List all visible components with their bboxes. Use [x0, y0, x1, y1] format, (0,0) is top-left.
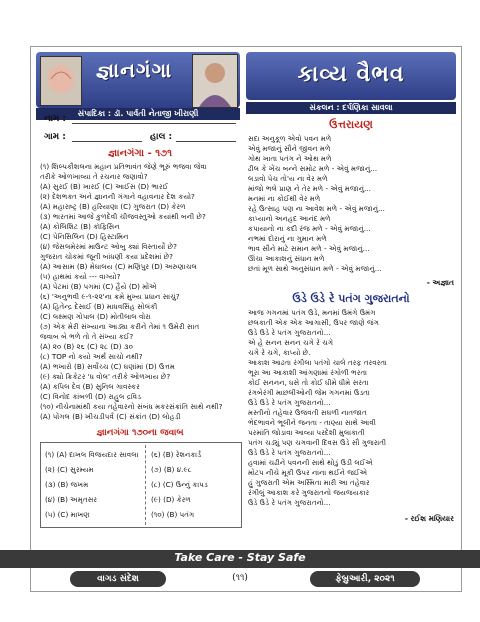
quiz-line: (૩) ભારતમાં આજે કુળદેવી ચીજવસ્તુઓ કયાંથી બની છે?	[40, 212, 206, 221]
poem-line: કોઈ સનનન, ધસે તો કોઈ ધીમે ધીમે સરતા	[248, 378, 369, 387]
poem-line: આજ ગગનમાં પતંગ ઉડે, મનમાં ઉમંગે ઉમંગ	[248, 308, 376, 317]
quiz-line: (૯) ક્યો ક્રિકેટર 'ધ વોલ' તરીકે ઓળખાય છે?	[40, 372, 171, 381]
answers-heading: જ્ઞાનગંગા ૧૭૦ના જવાબ	[96, 428, 184, 438]
poem-line: મસ્તીનો તહેવાર ઉજવતી સઘળી નાતજાત	[248, 408, 367, 417]
poem-line: મનમાં ના કોઈથી વેર મળે	[248, 194, 321, 203]
answer-item: (૨) (C) સુરમ્યમ	[45, 465, 94, 474]
kavya-vaibhav-banner	[246, 52, 456, 100]
poem-line: કપાયાનો ના કદી રંજ મળે - એવું મજાનું...	[248, 224, 371, 233]
poem1-body	[248, 134, 454, 274]
poem-line: એવું મજાનું સૌને જીવન મળે	[248, 144, 331, 153]
footer-tagline: Take Care - Stay Safe	[174, 551, 306, 564]
answers-divider	[145, 445, 146, 525]
quiz-line: (૭) એક મેરી સંખ્યાના આડ્યા કરીને તેમાં ૧ ઉમેરી સાત	[40, 322, 200, 331]
banner-subtitle: સંકલન : દર્પણિકા સાવલા	[246, 102, 456, 114]
answer-item: (૧) (A) દાખલ વિજયદાર સાવલા	[45, 450, 139, 459]
poem-line: નભમાં દોરાનું ના ગુમાન મળે	[248, 234, 327, 243]
poem-line: રંગબેરંગી માછલીઓની જેમ ગગનમાં ઉડતા	[248, 388, 370, 397]
address-field[interactable]	[176, 141, 236, 142]
poem-line: માંજો ભલે પ્રાણ ને તેર મળે - એવું મજાનું...	[248, 184, 371, 193]
brain-illustration	[40, 56, 82, 106]
poem-line: પરમાંતિ જોડાવા આવ્યા પરદેશી મુલાકાતી	[248, 428, 365, 437]
poem-line: એ હે સનન સનન ચગે રે ચગે	[248, 338, 334, 347]
poem2-title: ઉડે ઉડે રે પતંગ ગુજરાતનો	[292, 292, 410, 305]
quiz-line: (A) ભખારો (B) સર્વોચ્ચ (C) ઘણાંમાં (D) ઉત્તમ	[40, 362, 175, 371]
poem-line: ઉડે ઉડે રે પતંગ ગુજરાતનો...	[248, 398, 331, 407]
quiz-line: (૧) શિલ્પકૌશલના મહાન પ્રતિભાવંત જેણે ભૂરું ભજવા જેવા	[40, 162, 207, 171]
quiz-line: (A) મહારાષ્ટ્ર (B) હરિયાણા (C) ગુજરાત (D) કેરળ	[40, 202, 186, 211]
quiz-heading: જ્ઞાનગંગા - ૧૭૧	[108, 148, 172, 159]
poem-line: પતંગ ચડ્યું પણ ચગવાની દિવસ ઉડે સૌ ગુજરાતી	[248, 438, 387, 447]
answer-item: (૬) (B) રેશનકાર્ડ	[151, 450, 202, 459]
quiz-line: (૫) હાથમાં કયો --- વાગ્યો?	[40, 272, 121, 281]
quiz-line: (A) ૨૦ (B) ૨૬ (C) ૨૮ (D) ૩૦	[40, 342, 133, 351]
poem-line: રહે ઉત્સાહ પણ ના આવેશ મળે - એવું મજાનું...	[248, 204, 385, 213]
page-number: (૧૧)	[232, 573, 248, 583]
poem-line: સદા અનુકૂળ એવો પવન મળે	[248, 134, 332, 143]
poem2-body	[248, 308, 454, 508]
poem-line: ઉડે ઉડે રે પતંગ ગુજરાતનો...	[248, 448, 331, 457]
quiz-line: (A) કપિલ દેવ (B) સુનિલ ગાવસ્કર	[40, 382, 140, 391]
gyan-ganga-banner	[36, 52, 240, 108]
quiz-line: (૮) TOP નો કયો અર્થ સાચો નથી?	[40, 352, 143, 361]
poem-line: ચગે રે ચગે, કાપ્યો છે.	[248, 348, 311, 357]
answer-item: (૧૦) (B) પતંગ	[151, 510, 195, 519]
quiz-line: (A) પેટમાં (B) પગમાં (C) હૈયે (D) મોંએ	[40, 282, 157, 291]
poem-line: ભાવ સૌને માટે સમાન મળે - એવું મજાનું...	[248, 244, 370, 253]
magazine-name-pill: વાગડ સંદેશ	[70, 571, 166, 587]
editor-photo	[192, 54, 238, 108]
poem-line: ઢીલ કે ખેંચ બન્ને સમોટ મળે - એવું મજાનું...	[248, 164, 378, 173]
poem1-author: - અજ્ઞાત	[426, 278, 454, 287]
quiz-line: (૬) 'અનુભવી ૯-૧-૨૨'ના ક્રમે મુખ્ય પ્રધાન સાચું?	[40, 292, 180, 301]
answer-item: (૪) (B) અમૃતસર	[45, 495, 98, 504]
poem-line: છતાં મૂળ સાથે અનુસંધાન મળે - એવું મજાનું...	[248, 264, 382, 273]
poem-line: ભેદભાવને ભૂલીને જનતા - તાણ્યા સાથે આવી	[248, 418, 376, 427]
poem-line: લડાવો પેચ તો'ય ના વેર મળે	[248, 174, 328, 183]
answer-item: (૩) (B) જખમ	[45, 480, 89, 489]
quiz-line: તરીકે ઓળખાવ્યા તે રચનાર જણાવો?	[40, 172, 148, 181]
issue-date-pill: ફેબ્રુઆરી, ૨૦૨૧	[310, 571, 420, 587]
answer-item: (૮) (C) ઉન્નું કાપડ	[151, 480, 208, 489]
quiz-line: (A) હિતેન્દ્ર દેસાઈ (B) માધવસિંહ સોલંકી	[40, 302, 158, 311]
poem1-title: ઉત્તરાયણ	[329, 118, 373, 131]
poem-line: રંગીલું આકાશ કરે ગુજરાતનો જયજયકાર	[248, 488, 370, 497]
quiz-line: (A) આસામ (B) મેઘાલય (C) મણિપુર (D) અરુણાચલ	[40, 262, 197, 271]
quiz-line: (૪) જેસલમેરમાં માઉન્ટ ઓબુ ક્યાં વિસ્તાર્યો છે?	[40, 242, 177, 251]
name-label: નામ :	[44, 114, 66, 124]
poem-line: છલકાતી એક એક આગાસી, ઉપર જાણે જંગ	[248, 318, 379, 327]
banner-title: જ્ઞાનગંગા	[95, 58, 173, 82]
quiz-line: (A) કોલિશિટ (B) કૉફિસિન	[40, 222, 120, 231]
poem-line: હવામાં ચઢીને પવનની સાથે થોડું ઉડી લઈએ	[248, 458, 373, 467]
answer-item: (૯) (D) કેરળ	[151, 495, 191, 504]
quiz-line: (૧૦) નીચેનામાંથી કયા તહેવારનો સંબંધ મકરસંક્રાંતિ સાથે નથી?	[40, 402, 223, 411]
quiz-line: (C) પેનિસિલિન (D) હિસ્ટામિન	[40, 232, 129, 241]
address-label: હાલ :	[150, 132, 173, 142]
poem-line: ગોથ ખાતા પતંગ ને ઓથ મળે	[248, 154, 332, 163]
poem-line: ઉડે ઉડે રે પતંગ ગુજરાતનો...	[248, 328, 331, 337]
quiz-line: ગુજરાત ચોકમાં જૂની બાંધણી કયા પ્રદેશમાં છે?	[40, 252, 173, 261]
answer-item: (૭) (B) ૪.૯૮	[151, 465, 192, 474]
quiz-line: (A) પોંગલ (B) ખીચડીપર્વ (C) સંક્રાંત (D) લોહડી	[40, 412, 181, 421]
village-field[interactable]	[72, 141, 142, 142]
quiz-line: (૨) દેશભક્ત અને જ્ઞાનની ગંગાને વહાવનાર દેશ કયો?	[40, 192, 195, 201]
poem-line: આકાશ આઢતા રંગીલા પતંગો ચાલે તરફ તરવરતા	[248, 358, 387, 367]
quiz-line: જવાબ બે ભળે તો તે સંખ્યા કઈ?	[40, 332, 134, 341]
banner-title: કાવ્ય વૈભવ	[297, 62, 405, 87]
poem-line: ઊંચા આકાશનું સંધાન મળે	[248, 254, 325, 263]
quiz-line: (C) વિનોદ કાંબળી (D) રાહુલ દ્રવિડ	[40, 392, 142, 401]
name-field[interactable]	[72, 123, 236, 124]
quiz-questions	[40, 162, 242, 422]
poem-line: કાપ્યાનો અનહદ આનંદ મળે	[248, 214, 331, 223]
poem-line: હું ગુજરાતી એમ અસ્મિતા મારી આ તહેવાર	[248, 478, 370, 487]
village-label: ગામ :	[44, 132, 66, 142]
footer-tagline-band	[0, 550, 480, 568]
banner-subtitle: સંપાદિકા : ડૉ. પાર્વતી નેતાજી ખીરાણી	[36, 108, 240, 120]
poem-line: ઉડે ઉડે રે પતંગ ગુજરાતનો...	[248, 498, 331, 507]
quiz-line: (C) લક્ષ્મણ ગોપાલ (D) મોતીલાલ વોરા	[40, 312, 151, 321]
answers-table	[40, 442, 242, 528]
poem-line: ભૂરા આ આકાશી આંગણામાં રંગોળી ભરતા	[248, 368, 368, 377]
quiz-line: (A) સુરઈ (B) ખારઈ (C) આઈસ (D) ભારઈ	[40, 182, 169, 191]
poem-line: મોટપ નીચે મૂકી ઉપર નાના થઈને જઈએ	[248, 468, 368, 477]
poem2-author: - રઈશ મણિયાર	[404, 514, 454, 523]
answer-item: (૫) (C) માખણ	[45, 510, 90, 519]
